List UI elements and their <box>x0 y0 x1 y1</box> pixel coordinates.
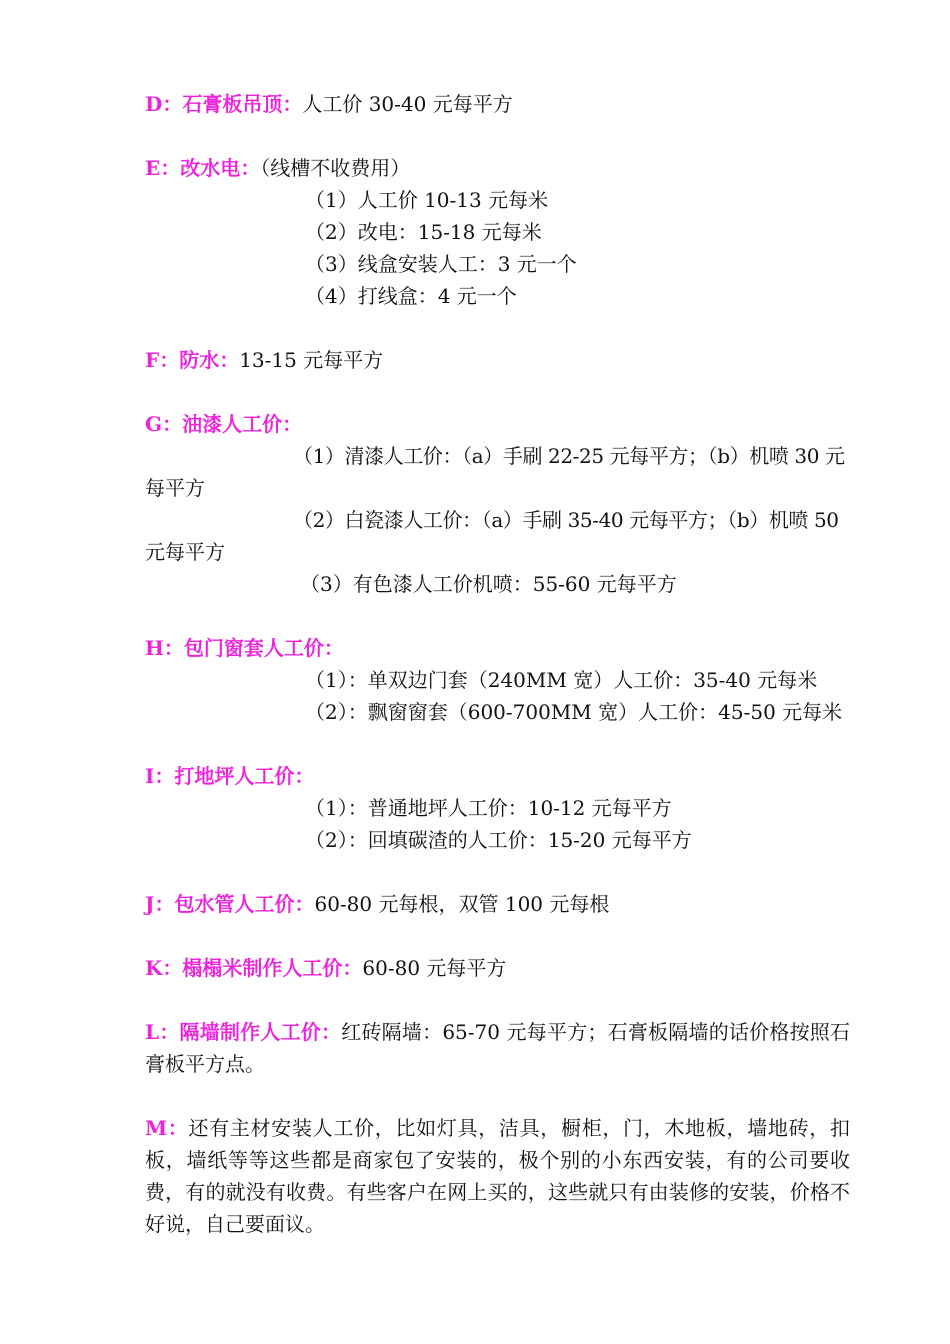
section-text: 人工价 30-40 元每平方 <box>302 92 513 116</box>
section-text: 13-15 元每平方 <box>239 348 384 372</box>
section-text: 红砖隔墙：65-70 元每平方；石膏板隔墙的话价格按照石膏板平方点。 <box>145 1020 851 1076</box>
list-item: （4）打线盒：4 元一个 <box>305 284 517 308</box>
section-e <box>145 154 410 182</box>
section-text: 60-80 元每平方 <box>362 956 507 980</box>
list-item-continued: 每平方 <box>145 476 205 500</box>
section-d <box>145 90 513 118</box>
list-item: （1）人工价 10-13 元每米 <box>305 188 549 212</box>
section-text: 60-80 元每根，双管 100 元每根 <box>314 892 610 916</box>
section-g <box>145 410 302 438</box>
list-item: （3）有色漆人工价机喷：55-60 元每平方 <box>300 572 677 596</box>
list-item-continued: 元每平方 <box>145 540 225 564</box>
section-heading: E：改水电： <box>145 156 261 180</box>
section-h <box>145 634 344 662</box>
section-text: 还有主材安装人工价，比如灯具，洁具，橱柜，门，木地板，墙地砖，扣板，墙纸等等这些都是商家包了安装的，极个别的小东西安装，有的公司要收费，有的就没有收费。有些客户在网上买的，这些就只有由装修的安装，价格不好说，自己要面议。 <box>145 1116 851 1236</box>
list-item: （1）：普通地坪人工价：10-12 元每平方 <box>305 796 672 820</box>
section-heading: H：包门窗套人工价： <box>145 636 344 660</box>
section-heading: K：榻榻米制作人工价： <box>145 956 363 980</box>
list-item: （2）改电：15-18 元每米 <box>305 220 542 244</box>
section-f <box>145 346 383 374</box>
list-item: （1）清漆人工价：（a）手刷 22-25 元每平方；（b）机喷 30 元 <box>293 444 845 468</box>
list-item: （3）线盒安装人工：3 元一个 <box>305 252 577 276</box>
list-item: （2）：回填碳渣的人工价：15-20 元每平方 <box>305 828 692 852</box>
section-heading: J：包水管人工价： <box>145 892 315 916</box>
section-l <box>145 1016 850 1080</box>
section-k <box>145 954 506 982</box>
list-item: （1）：单双边门套（240MM 宽）人工价：35-40 元每米 <box>305 668 818 692</box>
list-item: （2）：飘窗窗套（600-700MM 宽）人工价：45-50 元每米 <box>305 700 843 724</box>
section-m <box>145 1112 850 1240</box>
section-i <box>145 762 314 790</box>
section-j <box>145 890 609 918</box>
list-item: （2）白瓷漆人工价：（a）手刷 35-40 元每平方；（b）机喷 50 <box>293 508 839 532</box>
section-heading: M： <box>145 1116 189 1140</box>
section-text: （线槽不收费用） <box>260 156 411 180</box>
section-heading: I：打地坪人工价： <box>145 764 315 788</box>
section-heading: L：隔墙制作人工价： <box>145 1020 342 1044</box>
section-heading: F：防水： <box>145 348 240 372</box>
section-heading: G：油漆人工价： <box>145 412 303 436</box>
section-heading: D：石膏板吊顶： <box>145 92 303 116</box>
